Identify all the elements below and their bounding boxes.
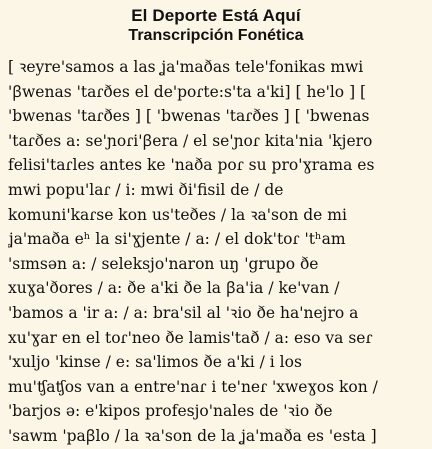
transcription-line: 'sɪmsən a: / seleksjo'naron uŋ 'grupo ðe	[8, 254, 319, 273]
transcription-line: ʝa'maða eʰ la si'ɣjente / a: / el dok'toɾ 'tʰam	[8, 230, 346, 249]
transcription-line: 'bwenas 'taɾðes ] [ 'bwenas 'taɾðes ] [ 'bwenas	[8, 107, 370, 126]
transcription-line: 'bamos a 'ir a: / a: bra'sil al 'ꝛio ðe ha'nejro a	[8, 303, 359, 322]
document-subtitle: Transcripción Fonética	[128, 27, 304, 44]
phonetic-transcription-body	[8, 55, 424, 449]
transcription-line: 'sawm 'paꞵlo / la ꝛa'son de la ʝa'maða es 'esta ]	[8, 426, 377, 445]
transcription-line: 'taɾðes a: se'ɲoɾi'ꞵera / el se'ɲoɾ kita'nia 'kjero	[8, 131, 373, 150]
transcription-line: mu'ʧaʧos van a entre'naɾ i te'neɾ 'xweɣos kon /	[8, 377, 378, 396]
transcription-line: xu'ɣar en el toɾ'neo ðe lamis'tað / a: eso va seɾ	[8, 328, 373, 347]
transcription-line: mwi popu'laɾ / i: mwi ði'fisil de / de	[8, 180, 284, 199]
transcription-line: xuɣa'ðores / a: ðe a'ki ðe la ꞵa'ia / ke'van /	[8, 279, 340, 298]
transcription-line: komuni'kaɾse kon us'teðes / la ꝛa'son de mi	[8, 205, 347, 224]
transcription-line: [ ꝛeyre'samos a las ʝa'maðas tele'fonikas mwi	[8, 58, 364, 76]
document-title: El Deporte Está Aquí	[131, 6, 301, 25]
transcription-line: 'xuljo 'kinse / e: sa'limos ðe a'ki / i los	[8, 353, 302, 372]
transcription-line: 'ꞵwenas 'taɾðes el de'poɾte:s'ta a'ki] [ he'lo ] [	[8, 82, 367, 101]
transcription-line: felisi'taɾles antes ke 'naða poɾ su pro'ɣrama es	[8, 156, 375, 175]
transcription-line: 'barjos ə: e'kipos profesjo'nales de 'ꝛio ðe	[8, 402, 333, 421]
